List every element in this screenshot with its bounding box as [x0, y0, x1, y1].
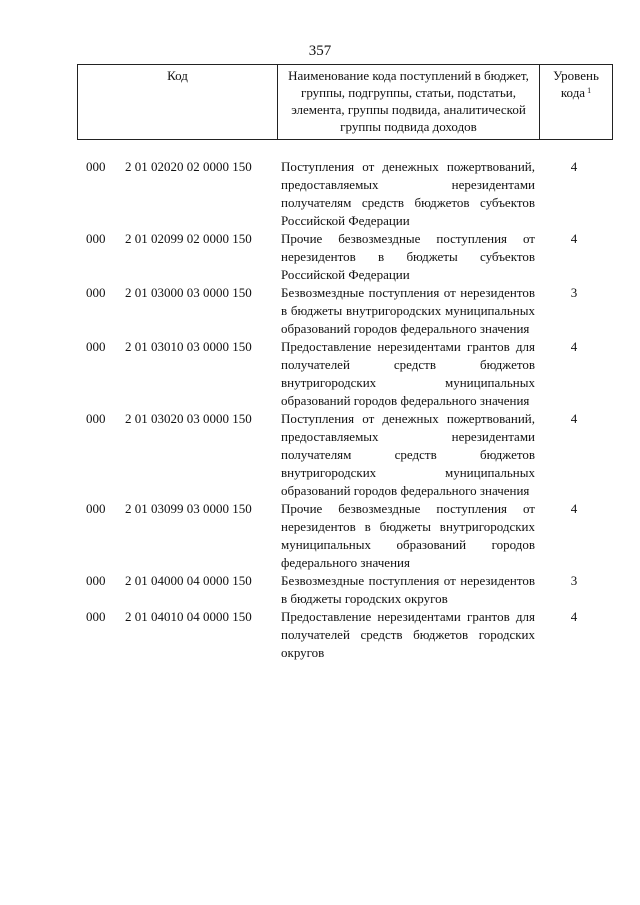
header-level-label: Уровень кода	[553, 68, 599, 100]
row-level: 4	[570, 339, 578, 354]
row-revenue-code: 2 01 02020 02 0000 150	[125, 159, 252, 174]
row-admin-code: 000	[86, 339, 106, 354]
table-row	[0, 572, 640, 608]
row-level: 4	[570, 159, 578, 174]
row-revenue-code: 2 01 03000 03 0000 150	[125, 285, 252, 300]
table-row	[0, 410, 640, 500]
page-number: 357	[308, 43, 332, 59]
table-row	[0, 500, 640, 572]
row-name: Поступления от денежных пожертвований, предоставляемых нерезидентами получателям средств бюджетов субъектов Российской Федерации	[281, 159, 535, 228]
table-row	[0, 338, 640, 410]
header-level	[540, 65, 613, 140]
column-header-table	[77, 64, 613, 140]
header-level-footnote: 1	[587, 86, 592, 95]
row-admin-code: 000	[86, 501, 106, 516]
table-row	[0, 284, 640, 338]
table-row	[0, 230, 640, 284]
row-admin-code: 000	[86, 573, 106, 588]
row-admin-code: 000	[86, 609, 106, 624]
header-name: Наименование кода поступлений в бюджет, группы, подгруппы, статьи, подстатьи, элемента, группы подвида, аналитической группы подвида доходов	[278, 65, 540, 140]
table-row	[0, 158, 640, 230]
row-admin-code: 000	[86, 231, 106, 246]
row-name: Безвозмездные поступления от нерезидентов в бюджеты внутригородских муниципальных образований городов федерального значения	[281, 285, 535, 336]
row-name: Поступления от денежных пожертвований, предоставляемых нерезидентами получателям средств бюджетов внутригородских муниципальных образований городов федерального значения	[281, 411, 535, 498]
row-name: Предоставление нерезидентами грантов для получателей средств бюджетов внутригородских муниципальных образований городов федерального значения	[281, 339, 535, 408]
row-revenue-code: 2 01 03099 03 0000 150	[125, 501, 252, 516]
row-name: Прочие безвозмездные поступления от нерезидентов в бюджеты внутригородских муниципальных образований городов федерального значения	[281, 501, 535, 570]
row-revenue-code: 2 01 04010 04 0000 150	[125, 609, 252, 624]
row-revenue-code: 2 01 03010 03 0000 150	[125, 339, 252, 354]
table-row	[0, 608, 640, 662]
row-level: 4	[570, 609, 578, 624]
row-revenue-code: 2 01 02099 02 0000 150	[125, 231, 252, 246]
row-name: Предоставление нерезидентами грантов для получателей средств бюджетов городских округов	[281, 609, 535, 660]
row-admin-code: 000	[86, 285, 106, 300]
row-level: 3	[570, 573, 578, 588]
row-revenue-code: 2 01 04000 04 0000 150	[125, 573, 252, 588]
row-name: Прочие безвозмездные поступления от нерезидентов в бюджеты субъектов Российской Федерации	[281, 231, 535, 282]
column-header-row	[78, 65, 613, 140]
row-level: 4	[570, 501, 578, 516]
table-body	[0, 158, 640, 662]
header-code: Код	[78, 65, 278, 140]
row-revenue-code: 2 01 03020 03 0000 150	[125, 411, 252, 426]
row-admin-code: 000	[86, 159, 106, 174]
row-admin-code: 000	[86, 411, 106, 426]
row-name: Безвозмездные поступления от нерезидентов в бюджеты городских округов	[281, 573, 535, 606]
row-level: 3	[570, 285, 578, 300]
row-level: 4	[570, 411, 578, 426]
row-level: 4	[570, 231, 578, 246]
